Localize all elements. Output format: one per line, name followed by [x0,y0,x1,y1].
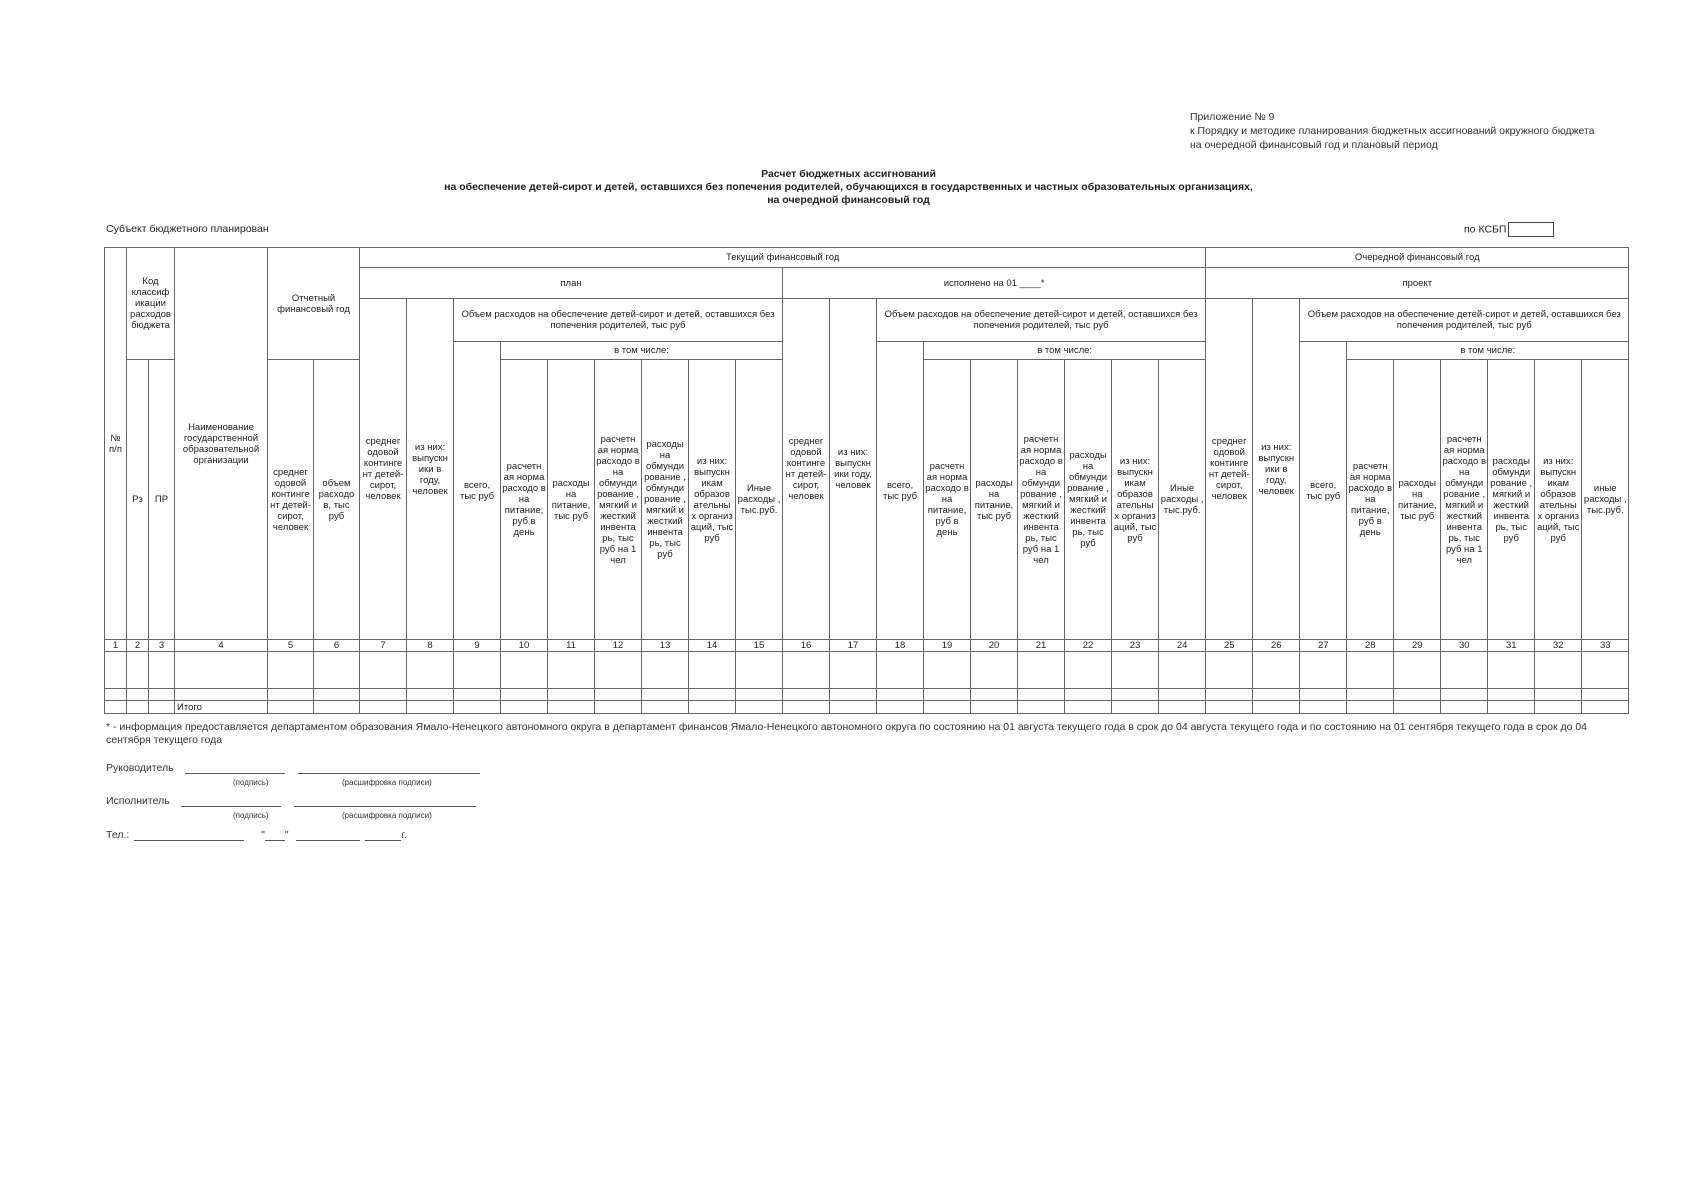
date-day-line[interactable] [265,829,285,841]
data-cell[interactable] [1206,689,1253,701]
col-16-header: среднег одовой континге нт детей-сирот, человек [783,299,830,640]
col-17-header: из них: выпускн ики году, человек [830,299,877,640]
header-rz: Рз [127,360,149,640]
executor-signature-row [106,795,476,807]
column-number: 28 [1347,640,1394,652]
header-report-volume: объем расходо в, тыс руб [314,360,360,640]
data-cell[interactable] [1112,652,1159,689]
data-cell[interactable] [971,689,1018,701]
data-cell[interactable] [1535,689,1582,701]
header-report-contingent: среднег одовой континге нт детей-сирот, человек [268,360,314,640]
data-cell[interactable] [1206,701,1253,714]
data-cell[interactable] [105,652,127,689]
data-row [105,689,1629,701]
data-cell[interactable] [1582,652,1629,689]
data-cell[interactable] [1159,689,1206,701]
column-number: 21 [1018,640,1065,652]
executor-sign-line[interactable] [181,795,281,807]
column-number: 26 [1253,640,1300,652]
column-number: 8 [407,640,454,652]
data-cell[interactable] [127,652,149,689]
date-year-line[interactable] [365,829,401,841]
executor-decode-caption: (расшифровка подписи) [342,811,432,820]
header-plan: план [360,268,783,299]
header-volume-project: Объем расходов на обеспечение детей-сирот и детей, оставшихся без попечения родителей, тыс руб [1300,299,1629,342]
column-number: 33 [1582,640,1629,652]
col-27-header: всего, тыс руб [1300,342,1347,640]
col-7-header: среднег одовой континге нт детей-сирот, человек [360,299,407,640]
data-cell[interactable] [268,652,314,689]
column-number: 13 [642,640,689,652]
col-10-header: расчетн ая норма расходо в на питание, руб в день [501,360,548,640]
data-cell[interactable] [454,701,501,714]
col-31-header: расходы обмунди рование , мягкий и жесткий инвента рь, тыс руб [1488,360,1535,640]
col-18-header: всего, тыс руб [877,342,924,640]
data-cell[interactable] [314,689,360,701]
data-cell[interactable] [454,689,501,701]
data-cell[interactable] [149,689,175,701]
data-cell[interactable] [1253,689,1300,701]
column-number: 29 [1394,640,1441,652]
ksbp-code-box[interactable] [1508,222,1554,237]
data-cell[interactable] [1065,689,1112,701]
data-cell[interactable] [1206,652,1253,689]
header-incl-plan: в том числе: [501,342,783,360]
data-cell[interactable] [642,652,689,689]
header-report-year: Отчетный финансовый год [268,248,360,360]
data-cell[interactable] [877,701,924,714]
data-cell[interactable] [1535,652,1582,689]
column-number: 25 [1206,640,1253,652]
data-cell[interactable] [1347,701,1394,714]
column-number: 16 [783,640,830,652]
column-number: 22 [1065,640,1112,652]
data-cell[interactable] [407,701,454,714]
header-incl-executed: в том числе: [924,342,1206,360]
data-cell[interactable] [1112,689,1159,701]
data-cell[interactable] [268,701,314,714]
data-cell[interactable] [1253,652,1300,689]
data-cell[interactable] [1253,701,1300,714]
column-number: 18 [877,640,924,652]
data-cell[interactable] [1300,701,1347,714]
header-incl-project: в том числе: [1347,342,1629,360]
data-cell[interactable] [360,652,407,689]
col-28-header: расчетн ая норма расходо в на питание, руб в день [1347,360,1394,640]
document-title [0,168,1697,207]
data-cell[interactable] [830,701,877,714]
column-number: 10 [501,640,548,652]
data-cell[interactable] [1300,652,1347,689]
date-quote-open: " [261,829,265,841]
data-cell[interactable] [595,652,642,689]
data-cell[interactable] [314,652,360,689]
date-month-line[interactable] [296,829,360,841]
header-volume-plan: Объем расходов на обеспечение детей-сирот и детей, оставшихся без попечения родителей, тыс руб [454,299,783,342]
column-number: 15 [736,640,783,652]
data-cell[interactable] [1582,701,1629,714]
data-cell[interactable] [548,689,595,701]
head-sign-caption: (подпись) [233,778,269,787]
data-cell[interactable] [1065,701,1112,714]
data-cell[interactable] [149,652,175,689]
col-20-header: расходы на питание, тыс руб [971,360,1018,640]
data-cell[interactable] [642,701,689,714]
data-cell[interactable] [689,689,736,701]
data-cell[interactable] [1018,689,1065,701]
column-number: 19 [924,640,971,652]
total-row [105,701,1629,714]
data-cell[interactable] [501,701,548,714]
ksbp-code [1464,222,1554,237]
data-cell[interactable] [1394,701,1441,714]
data-cell[interactable] [1488,689,1535,701]
col-26-header: из них: выпускн ики в году, человек [1253,299,1300,640]
data-cell[interactable] [736,689,783,701]
data-cell[interactable] [877,652,924,689]
column-number: 23 [1112,640,1159,652]
header-executed: исполнено на 01 ____* [783,268,1206,299]
data-cell[interactable] [548,652,595,689]
col-15-header: Иные расходы , тыс.руб. [736,360,783,640]
data-cell[interactable] [1159,652,1206,689]
column-number: 31 [1488,640,1535,652]
header-code: Код классиф икации расходов бюджета [127,248,175,360]
col-29-header: расходы на питание, тыс руб [1394,360,1441,640]
column-number: 2 [127,640,149,652]
col-33-header: иные расходы , тыс.руб. [1582,360,1629,640]
data-cell[interactable] [971,701,1018,714]
data-cell[interactable] [1112,701,1159,714]
data-cell[interactable] [127,689,149,701]
executor-label: Исполнитель [106,795,170,807]
header-num: № п/п [105,248,127,640]
column-number: 27 [1300,640,1347,652]
date-year-suffix: г. [401,829,407,841]
data-cell[interactable] [407,689,454,701]
col-12-header: расчетн ая норма расходо в на обмунди рование , мягкий и жесткий инвента рь, тыс руб на 1 чел [595,360,642,640]
col-30-header: расчетн ая норма расходо в на обмунди рование , мягкий и жесткий инвента рь, тыс руб на 1 чел [1441,360,1488,640]
head-decode-caption: (расшифровка подписи) [342,778,432,787]
budget-table [104,247,1629,714]
data-cell[interactable] [360,689,407,701]
executor-sign-caption: (подпись) [233,811,269,820]
col-11-header: расходы на питание, тыс руб [548,360,595,640]
data-cell[interactable] [175,689,268,701]
col-9-header: всего, тыс руб [454,342,501,640]
title-line-2: на обеспечение детей-сирот и детей, оставшихся без попечения родителей, обучающихся в государственных и частных образовательных организациях, [444,181,1253,193]
column-number: 14 [689,640,736,652]
data-cell[interactable] [175,652,268,689]
column-number: 9 [454,640,501,652]
date-quote-close: " [284,829,289,841]
data-cell[interactable] [1347,689,1394,701]
phone-date-row [106,829,407,841]
column-number: 32 [1535,640,1582,652]
data-cell[interactable] [642,689,689,701]
col-32-header: из них: выпускн икам образов ательны х организ аций, тыс руб [1535,360,1582,640]
data-cell[interactable] [1535,701,1582,714]
header-org-name: Наименование государственной образовательной организации [175,248,268,640]
head-label: Руководитель [106,762,174,774]
column-number: 5 [268,640,314,652]
data-cell[interactable] [501,689,548,701]
column-number: 7 [360,640,407,652]
executor-decode-line[interactable] [294,795,476,807]
data-cell[interactable] [1394,652,1441,689]
data-cell[interactable] [149,701,175,714]
data-cell[interactable] [1394,689,1441,701]
column-number: 17 [830,640,877,652]
column-number: 6 [314,640,360,652]
data-cell[interactable] [971,652,1018,689]
data-cell[interactable] [1441,689,1488,701]
data-cell[interactable] [548,701,595,714]
data-cell[interactable] [783,701,830,714]
header-pr: ПР [149,360,175,640]
column-number: 24 [1159,640,1206,652]
data-cell[interactable] [105,689,127,701]
appendix-line-1: Приложение № 9 [1190,111,1275,123]
col-8-header: из них: выпускн ики в году, человек [407,299,454,640]
data-cell[interactable] [595,701,642,714]
ksbp-label: по КСБП [1464,223,1507,236]
subject-label: Субъект бюджетного планирован [106,223,269,235]
col-13-header: расходы на обмунди рование , обмунди рование , мягкий и жесткий инвента рь, тыс руб [642,360,689,640]
data-cell[interactable] [736,652,783,689]
data-cell[interactable] [1018,652,1065,689]
column-number: 4 [175,640,268,652]
column-number: 20 [971,640,1018,652]
data-cell[interactable] [501,652,548,689]
title-line-1: Расчет бюджетных ассигнований [761,168,936,180]
col-21-header: расчетн ая норма расходо в на обмунди рование , мягкий и жесткий инвента рь, тыс руб на 1 чел [1018,360,1065,640]
column-number: 3 [149,640,175,652]
appendix-line-3: на очередной финансовый год и плановый период [1190,139,1438,151]
data-cell[interactable] [783,689,830,701]
head-sign-line[interactable] [185,762,285,774]
data-cell[interactable] [924,652,971,689]
data-cell[interactable] [689,701,736,714]
data-cell[interactable] [127,701,149,714]
phone-label: Тел.: [106,829,130,841]
col-22-header: расходы на обмунди рование , мягкий и жесткий инвента рь, тыс руб [1065,360,1112,640]
column-number: 30 [1441,640,1488,652]
data-cell[interactable] [595,689,642,701]
data-cell[interactable] [924,689,971,701]
data-cell[interactable] [360,701,407,714]
header-volume-executed: Объем расходов на обеспечение детей-сирот и детей, оставшихся без попечения родителей, тыс руб [877,299,1206,342]
footnote: * - информация предоставляется департаментом образования Ямало-Ненецкого автономного округа в департамент финансов Ямало-Ненецкого автономного округа по состоянию на 01 августа текущего года в срок до 04 августа текущего года и по состоянию на 01 сентября текущего года в срок до 04 сентября текущего года [106,721,1588,746]
data-cell[interactable] [689,652,736,689]
column-numbers-row [105,640,1629,652]
column-number: 11 [548,640,595,652]
column-number: 1 [105,640,127,652]
col-23-header: из них: выпускн икам образов ательны х организ аций, тыс руб [1112,360,1159,640]
header-project: проект [1206,268,1629,299]
data-cell[interactable] [454,652,501,689]
data-cell[interactable] [407,652,454,689]
data-cell[interactable] [1488,701,1535,714]
data-cell[interactable] [1441,652,1488,689]
data-cell[interactable] [877,689,924,701]
data-cell[interactable] [1065,652,1112,689]
total-label: Итого [175,701,268,714]
data-cell[interactable] [268,689,314,701]
data-cell[interactable] [1347,652,1394,689]
data-cell[interactable] [1159,701,1206,714]
header-current-year: Текущий финансовый год [360,248,1206,268]
data-cell[interactable] [1441,701,1488,714]
data-cell[interactable] [105,701,127,714]
data-row [105,652,1629,689]
appendix-note [1190,110,1595,152]
data-cell[interactable] [736,701,783,714]
data-cell[interactable] [1300,689,1347,701]
data-cell[interactable] [314,701,360,714]
appendix-line-2: к Порядку и методике планирования бюджетных ассигнований окружного бюджета [1190,125,1595,137]
head-signature-row [106,762,480,774]
data-cell[interactable] [924,701,971,714]
data-cell[interactable] [1488,652,1535,689]
data-cell[interactable] [830,689,877,701]
data-cell[interactable] [830,652,877,689]
col-24-header: Иные расходы , тыс.руб. [1159,360,1206,640]
data-cell[interactable] [1018,701,1065,714]
data-cell[interactable] [1582,689,1629,701]
header-next-year: Очередной финансовый год [1206,248,1629,268]
data-cell[interactable] [783,652,830,689]
col-14-header: из них: выпускн икам образов ательны х организ аций, тыс руб [689,360,736,640]
col-25-header: среднег одовой континге нт детей-сирот, человек [1206,299,1253,640]
title-line-3: на очередной финансовый год [767,194,930,206]
column-number: 12 [595,640,642,652]
head-decode-line[interactable] [298,762,480,774]
phone-line[interactable] [134,829,244,841]
col-19-header: расчетн ая норма расходо в на питание, руб в день [924,360,971,640]
